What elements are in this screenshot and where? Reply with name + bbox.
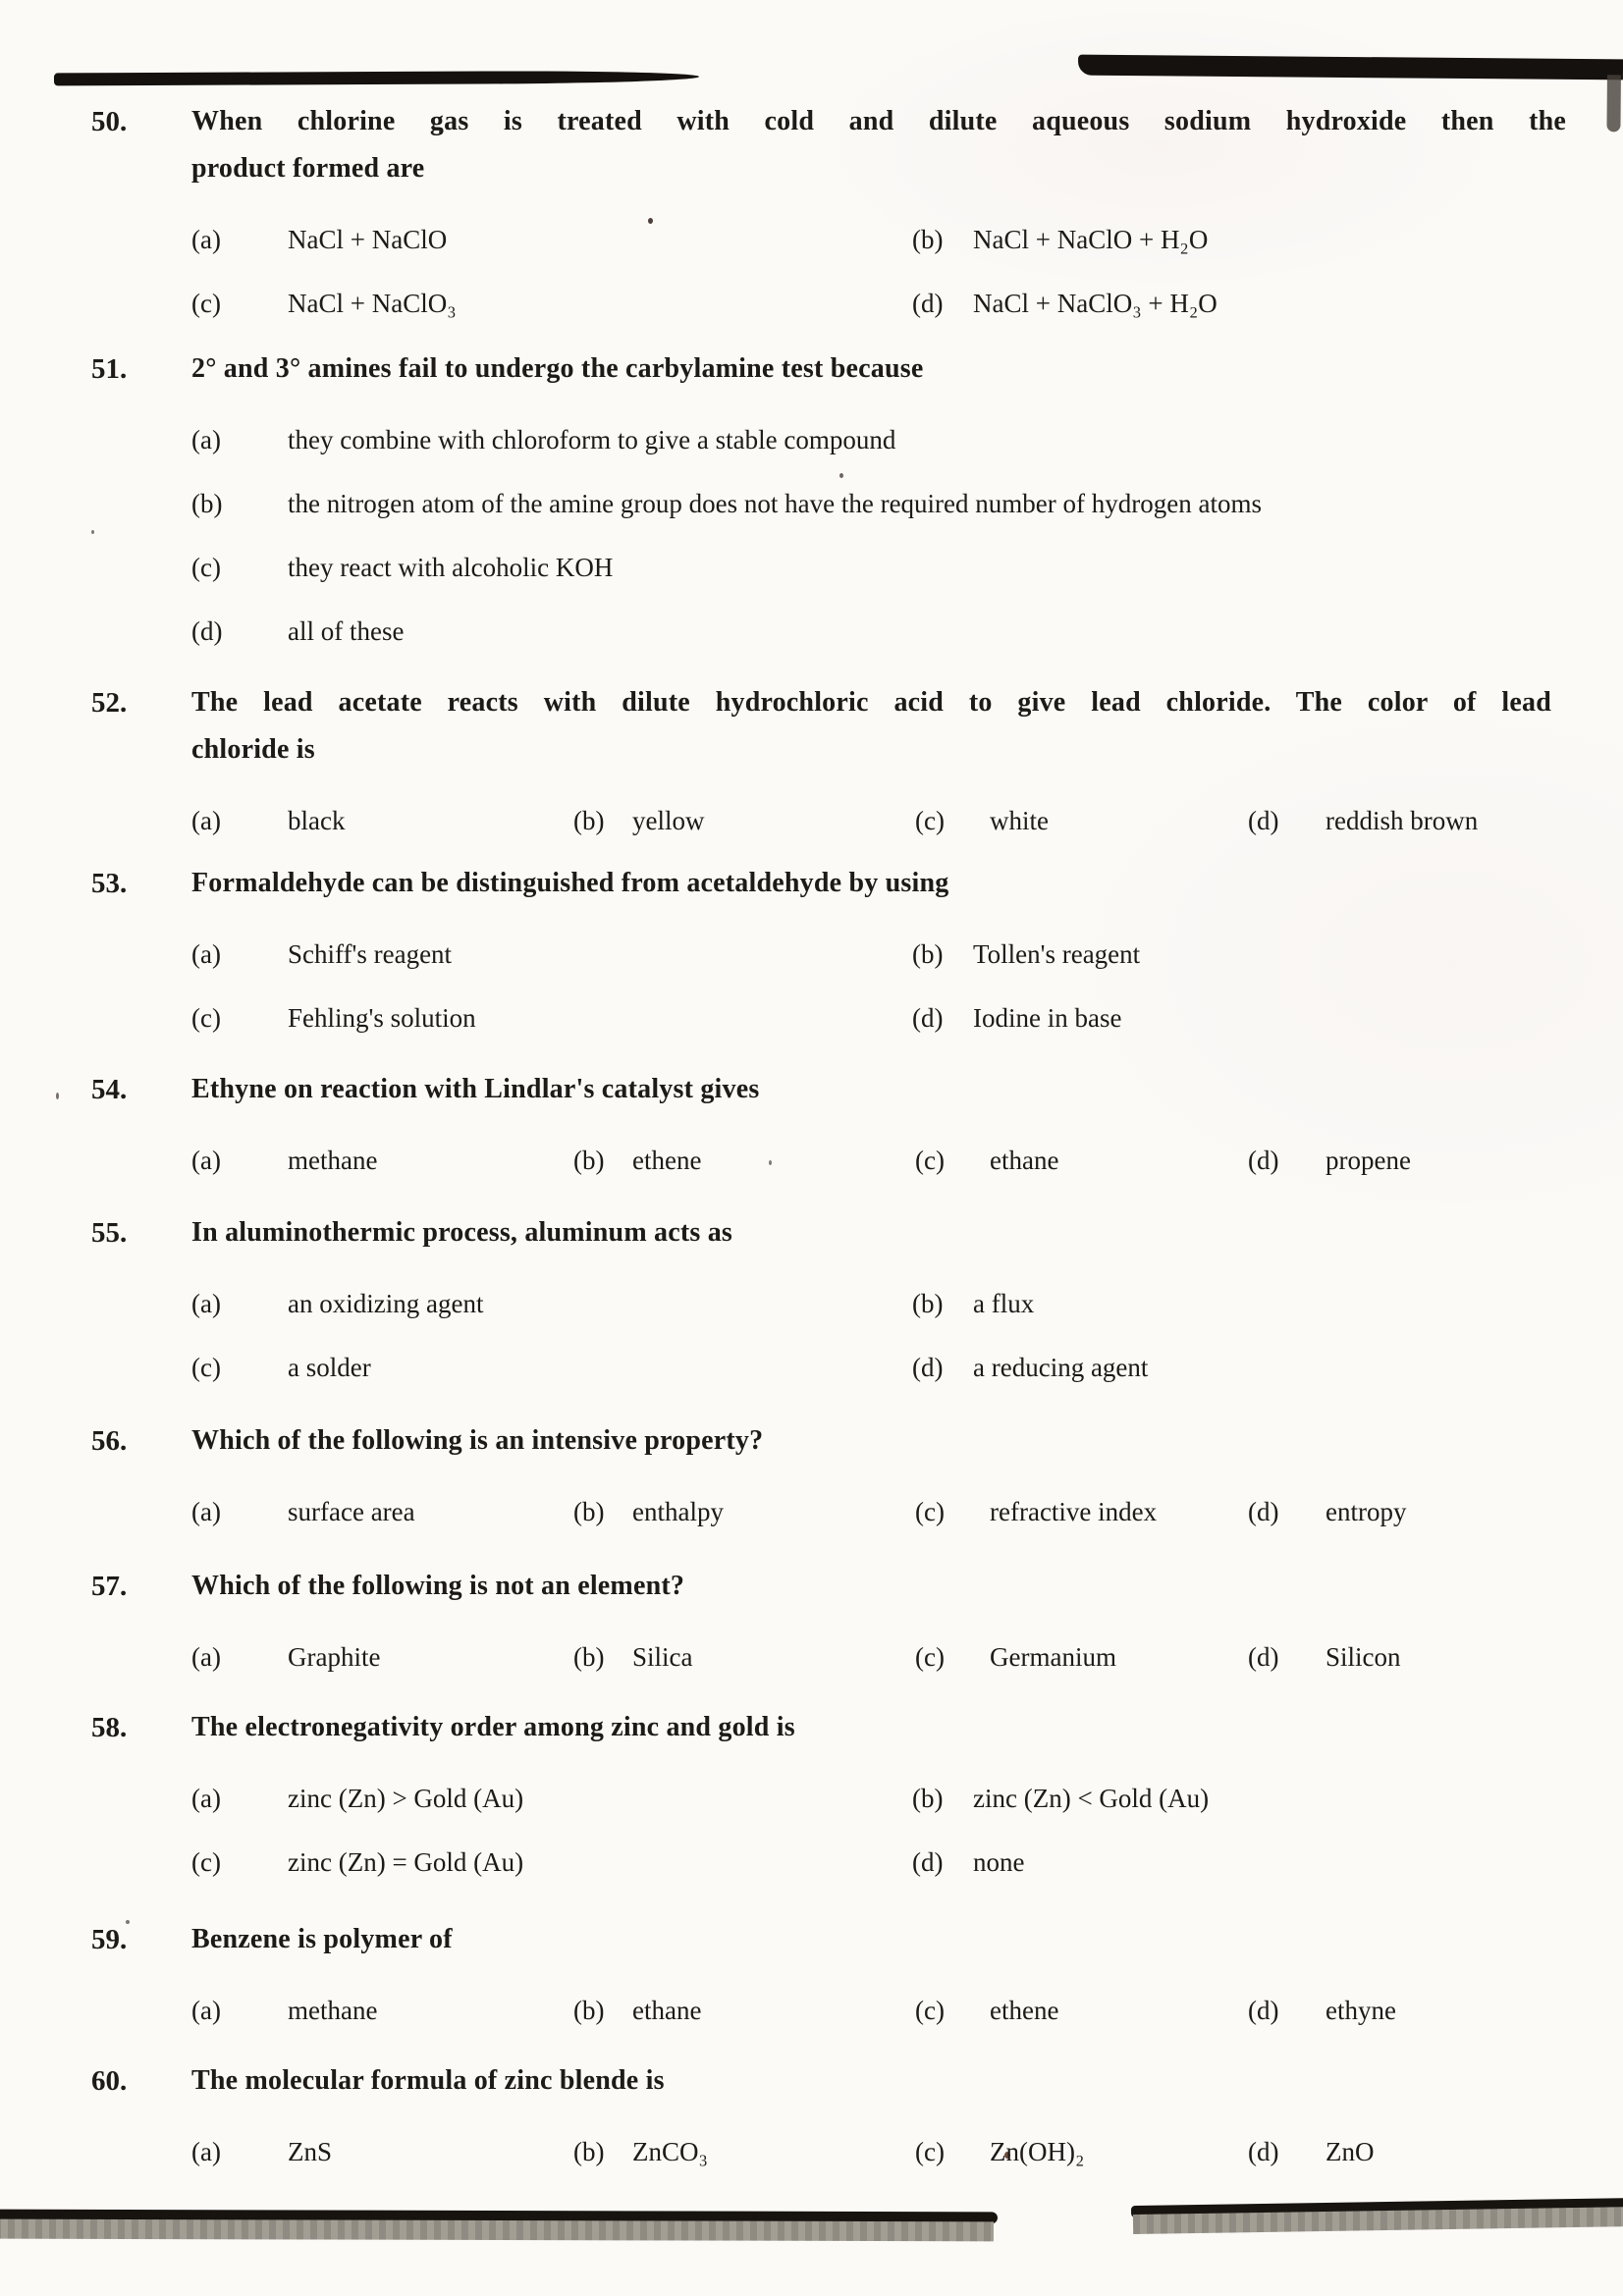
option-label: (d) [912, 1353, 944, 1382]
option-label: (b) [912, 1289, 944, 1318]
option-text: Schiff's reagent [288, 939, 453, 969]
option-label: (d) [1248, 1996, 1279, 2025]
top-rule-right [1078, 55, 1623, 80]
option [1248, 1144, 1623, 1177]
option [191, 1495, 573, 1528]
option [191, 1640, 573, 1674]
question-number: 59. [91, 1924, 128, 1955]
option [912, 1845, 1623, 1879]
option [1248, 1994, 1623, 2027]
option [915, 1144, 1248, 1177]
question [0, 1209, 1623, 1384]
option-text: Silicon [1325, 1642, 1401, 1672]
option-text: propene [1325, 1146, 1411, 1175]
top-rule-left [54, 71, 699, 86]
option-label: (c) [191, 1003, 221, 1033]
option-label: (c) [915, 1146, 945, 1175]
question-text: Formaldehyde can be distinguished from acetaldehyde by using [191, 868, 949, 898]
option-text: white [990, 806, 1049, 835]
question-number: 56. [91, 1425, 128, 1457]
option-label: (d) [912, 1003, 944, 1033]
option-text: a solder [288, 1353, 371, 1382]
option-text: ethane [990, 1146, 1059, 1175]
option-label: (d) [1248, 1497, 1279, 1526]
question-text: 2° and 3° amines fail to undergo the carbylamine test because [191, 353, 924, 384]
option-label: (d) [1248, 1642, 1279, 1672]
option-text: NaCl + NaClO + H₂O [973, 225, 1209, 254]
option-text: ethyne [1325, 1996, 1396, 2025]
option-text: zinc (Zn) < Gold (Au) [973, 1784, 1210, 1813]
option-label: (c) [915, 1642, 945, 1672]
option-text: ethene [632, 1146, 702, 1175]
question-text: product formed are [191, 153, 425, 184]
option-text: the nitrogen atom of the amine group does not have the required number of hydrogen atoms [288, 489, 1262, 518]
option-label: (b) [573, 1497, 605, 1526]
question [0, 2057, 1623, 2168]
option-label: (b) [573, 1996, 605, 2025]
option [915, 1640, 1248, 1674]
option-text: Tollen's reagent [973, 939, 1141, 969]
option-text: Graphite [288, 1642, 381, 1672]
option [191, 223, 912, 256]
option-text: ethane [632, 1996, 702, 2025]
question-text: chloride is [191, 734, 315, 765]
option-label: (c) [191, 289, 221, 318]
option-text: ethene [990, 1996, 1059, 2025]
option [912, 937, 1623, 971]
option [191, 2135, 573, 2168]
option-text: none [973, 1847, 1025, 1877]
question-text: In aluminothermic process, aluminum acts as [191, 1217, 732, 1248]
option [912, 1351, 1623, 1384]
question [0, 346, 1623, 648]
option [191, 1782, 912, 1815]
option-text: NaCl + NaClO₃ + H₂O [973, 289, 1217, 318]
option-label: (a) [191, 1996, 221, 2025]
option-label: (c) [915, 1996, 945, 2025]
option [573, 2135, 915, 2168]
option [912, 1287, 1623, 1320]
option [191, 1144, 573, 1177]
question-text: The molecular formula of zinc blende is [191, 2065, 665, 2096]
option-text: ZnS [288, 2137, 333, 2166]
question-number: 51. [91, 353, 128, 385]
option-label: (c) [191, 553, 221, 582]
option [191, 804, 573, 837]
option [191, 287, 912, 320]
option-text: NaCl + NaClO₃ [288, 289, 457, 318]
option [1248, 804, 1623, 837]
option-label: (a) [191, 1784, 221, 1813]
option-text: all of these [288, 616, 405, 646]
option [912, 1001, 1623, 1035]
option-label: (d) [912, 1847, 944, 1877]
option-text: entropy [1325, 1497, 1407, 1526]
question-text: Ethyne on reaction with Lindlar's catalyst gives [191, 1074, 760, 1104]
question-number: 55. [91, 1217, 128, 1249]
question-text: Benzene is polymer of [191, 1924, 453, 1954]
option [912, 223, 1623, 256]
question [0, 1417, 1623, 1528]
option-label: (b) [573, 1642, 605, 1672]
question-number: 53. [91, 868, 128, 899]
option [191, 1287, 912, 1320]
option-label: (a) [191, 939, 221, 969]
option [191, 1351, 912, 1384]
question [0, 1916, 1623, 2027]
option [1248, 1640, 1623, 1674]
option-label: (d) [1248, 2137, 1279, 2166]
option-label: (b) [912, 1784, 944, 1813]
option-label: (c) [191, 1353, 221, 1382]
option-text: enthalpy [632, 1497, 724, 1526]
option-text: they combine with chloroform to give a stable compound [288, 425, 896, 454]
option-text: Silica [632, 1642, 693, 1672]
option [915, 1495, 1248, 1528]
option-label: (b) [191, 489, 223, 518]
question [0, 1563, 1623, 1674]
question-text: Which of the following is not an element? [191, 1571, 685, 1601]
option-text: reddish brown [1325, 806, 1479, 835]
option-text: Fehling's solution [288, 1003, 476, 1033]
question-number: 54. [91, 1074, 128, 1105]
option-label: (d) [1248, 1146, 1279, 1175]
question [0, 1704, 1623, 1879]
option [915, 804, 1248, 837]
option-text: Germanium [990, 1642, 1116, 1672]
question-text: The lead acetate reacts with dilute hydrochloric acid to give lead chloride. The color of lead [191, 687, 1551, 718]
question-text: Which of the following is an intensive property? [191, 1425, 764, 1456]
option [191, 1845, 912, 1879]
option-text: black [288, 806, 346, 835]
option-label: (a) [191, 1642, 221, 1672]
option-label: (a) [191, 225, 221, 254]
option-label: (d) [191, 616, 223, 646]
option-label: (b) [573, 1146, 605, 1175]
question-text: When chlorine gas is treated with cold and dilute aqueous sodium hydroxide then the [191, 106, 1566, 136]
question-number: 58. [91, 1712, 128, 1743]
option-label: (d) [912, 289, 944, 318]
option-label: (a) [191, 425, 221, 454]
option-label: (a) [191, 806, 221, 835]
option [191, 937, 912, 971]
option-label: (b) [573, 806, 605, 835]
option [573, 804, 915, 837]
option [573, 1640, 915, 1674]
option [1248, 1495, 1623, 1528]
option-text: zinc (Zn) = Gold (Au) [288, 1847, 524, 1877]
option [573, 1144, 915, 1177]
question-number: 57. [91, 1571, 128, 1602]
option-text: Zn(OH)₂ [990, 2137, 1085, 2166]
question-number: 52. [91, 687, 128, 719]
option-text: a flux [973, 1289, 1035, 1318]
option [191, 1001, 912, 1035]
option-label: (c) [915, 806, 945, 835]
option-label: (b) [573, 2137, 605, 2166]
question-number: 50. [91, 106, 128, 137]
option [912, 1782, 1623, 1815]
option [1248, 2135, 1623, 2168]
question [0, 1066, 1623, 1177]
bottom-page-shadow-left [0, 2219, 994, 2242]
option-text: methane [288, 1996, 378, 2025]
option-text: an oxidizing agent [288, 1289, 484, 1318]
option [573, 1994, 915, 2027]
option-text: zinc (Zn) > Gold (Au) [288, 1784, 524, 1813]
option-label: (b) [912, 939, 944, 969]
option [915, 1994, 1248, 2027]
option [912, 287, 1623, 320]
option [191, 1994, 573, 2027]
option-text: surface area [288, 1497, 415, 1526]
option-label: (a) [191, 1289, 221, 1318]
option-text: yellow [632, 806, 705, 835]
option-text: methane [288, 1146, 378, 1175]
question-text: The electronegativity order among zinc and gold is [191, 1712, 795, 1742]
option-label: (c) [915, 1497, 945, 1526]
option-label: (c) [915, 2137, 945, 2166]
option [915, 2135, 1248, 2168]
option-label: (a) [191, 1146, 221, 1175]
option-label: (c) [191, 1847, 221, 1877]
question [0, 98, 1623, 320]
question [0, 679, 1623, 837]
option-text: ZnO [1325, 2137, 1375, 2166]
option-text: a reducing agent [973, 1353, 1149, 1382]
option-label: (d) [1248, 806, 1279, 835]
option-label: (b) [912, 225, 944, 254]
option-text: they react with alcoholic KOH [288, 553, 614, 582]
option-text: NaCl + NaClO [288, 225, 448, 254]
option-label: (a) [191, 1497, 221, 1526]
option [573, 1495, 915, 1528]
question [0, 860, 1623, 1035]
question-number: 60. [91, 2065, 128, 2097]
option-text: refractive index [990, 1497, 1158, 1526]
option-text: Iodine in base [973, 1003, 1122, 1033]
option-text: ZnCO₃ [632, 2137, 708, 2166]
option-label: (a) [191, 2137, 221, 2166]
